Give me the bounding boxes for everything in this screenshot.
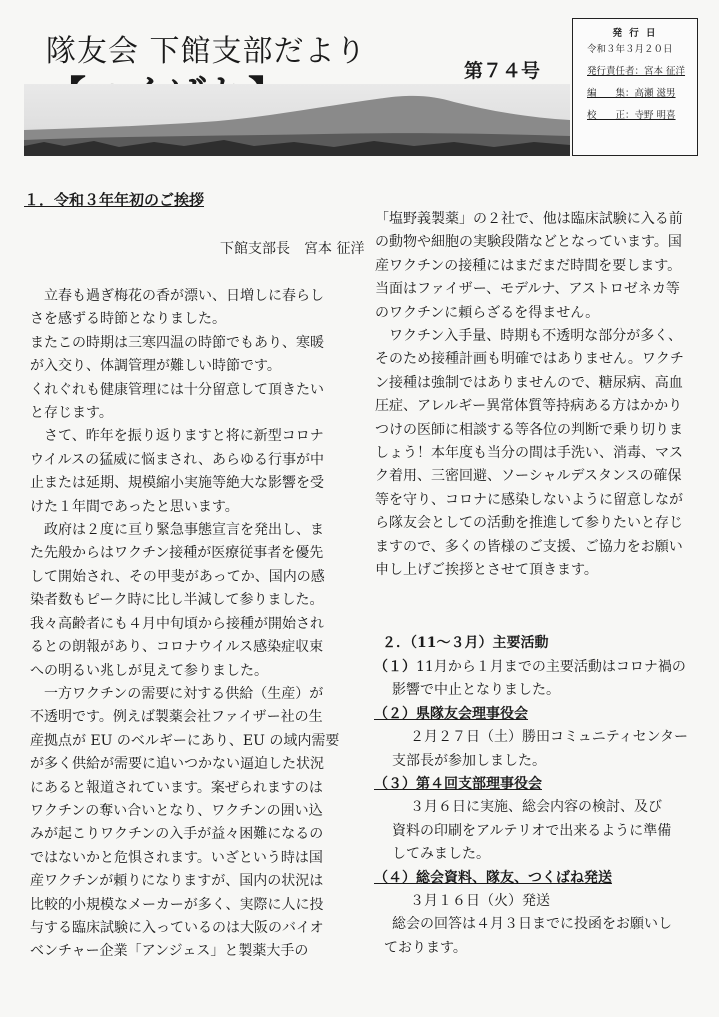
body-line: 産ワクチンが頼りになりますが、国内の状況は — [30, 873, 324, 890]
section1-heading: １．令和３年年初のご挨拶 — [24, 191, 205, 209]
activity1-body: 影響で中止となりました。 — [392, 682, 560, 699]
activity2-title: （２）県隊友会理事役会 — [374, 705, 528, 722]
body-line: の動物や細胞の実験段階などとなっています。国 — [375, 234, 682, 251]
issue-date: 令和３年３月２０日 — [587, 44, 673, 55]
body-line: のワクチンに頼らざるを得ません。 — [375, 304, 600, 321]
body-line: 比較的小規模なメーカーが多く、実際に人に投 — [30, 896, 324, 913]
body-line: ますので、多くの皆様のご支援、ご協力をお願い — [375, 538, 683, 555]
body-line: 等を守り、コロナに感染しないように留意しなが — [375, 491, 683, 508]
activity3-body-1: ３月６日に実施、総会内容の検討、及び — [410, 799, 662, 816]
body-line: 産拠点が EU のベルギーにあり、EU の域内需要 — [30, 732, 340, 749]
activity2-body-2: 支部長が参加しました。 — [392, 752, 546, 769]
newsletter-title: 隊友会 下館支部だより — [46, 34, 367, 69]
editor: 編 集：高瀬 滋男 — [587, 88, 676, 99]
activity1-title: （１） — [374, 659, 416, 675]
masthead-info-box — [572, 18, 698, 156]
section1-body-right — [375, 208, 705, 583]
body-line: 産ワクチンの接種にはまだまだ時間を要します。 — [375, 257, 682, 274]
body-line: ン接種は強制ではありませんので、糖尿病、高血 — [375, 374, 683, 391]
body-line: 圧症、アレルギー異常体質等持病ある方はかかり — [375, 398, 683, 415]
proofreader: 校 正：寺野 明喜 — [587, 110, 676, 121]
body-line: への明るい兆しが見えて参りました。 — [30, 662, 268, 679]
body-line: が入交り、体調管理が難しい時節です。 — [30, 358, 281, 375]
body-line: しょう！本年度も当分の間は手洗い、消毒、マス — [375, 445, 683, 462]
body-line: るとの朗報があり、コロナウイルス感染症収束 — [30, 639, 324, 656]
activity3-body-3: してみました。 — [392, 846, 490, 863]
section2-heading: ２．（11～３月）主要活動 — [382, 635, 549, 651]
issue-number: 第７４号 — [464, 60, 541, 82]
activity3-title: （３）第４回支部理事役会 — [374, 776, 542, 793]
section1-body-left — [30, 285, 360, 964]
activity1-title-rest: 11月から１月までの主要活動はコロナ禍の — [416, 659, 686, 675]
body-line: さて、昨年を振り返りますと将に新型コロナ — [30, 428, 324, 445]
body-line: またこの時期は三寒四温の時節でもあり、寒暖 — [30, 334, 324, 351]
body-line: 政府は２度に亘り緊急事態宣言を発出し、ま — [30, 522, 324, 539]
body-line: 立春も過ぎ梅花の香が漂い、日増しに春らし — [30, 288, 324, 304]
activity4-body-2: 総会の回答は４月３日までに投函をお願いし — [392, 916, 672, 933]
body-line: た先般からはワクチン接種が医療従事者を優先 — [30, 545, 324, 562]
body-line: くれぐれも健康管理には十分留意して頂きたい — [30, 381, 324, 398]
activity2-body-1: ２月２７日（土）勝田コミュニティセンター — [410, 729, 689, 746]
body-line: ら隊友会としての活動を推進して参りたいと存じ — [375, 515, 683, 532]
body-line: 「塩野義製薬」の２社で、他は臨床試験に入る前 — [375, 211, 683, 227]
body-line: 与する臨床試験に入っているのは大阪のバイオ — [30, 919, 324, 936]
body-line: ク着用、三密回避、ソーシャルデスタンスの確保 — [375, 468, 682, 485]
activity4-title: （４）総会資料、隊友、つくばね発送 — [374, 869, 612, 886]
section2-activities — [374, 656, 704, 960]
body-line: ワクチンの奪い合いとなり、ワクチンの囲い込 — [30, 802, 323, 819]
body-line: 染者数もピーク時に比し半減して参りました。 — [30, 592, 324, 609]
body-line: 一方ワクチンの需要に対する供給（生産）が — [30, 685, 324, 702]
issue-date-title: 発 行 日 — [612, 28, 658, 39]
body-line: 申し上げご挨拶とさせて頂きます。 — [375, 562, 598, 579]
body-line: が多く供給が需要に追いつかない逼迫した状況 — [30, 756, 324, 773]
activity4-body-3: ております。 — [384, 939, 467, 956]
activity3-body-2: 資料の印刷をアルテリオで出来るように準備 — [392, 822, 672, 839]
body-line: みが起こりワクチンの入手が益々困難になるの — [30, 826, 324, 843]
body-line: つけの医師に相談する等各位の判断で乗り切りま — [375, 421, 683, 438]
section1-author: 下館支部長 宮本 征洋 — [220, 241, 365, 257]
body-line: ワクチン入手量、時期も不透明な部分が多く、 — [375, 328, 683, 345]
body-line: と存じます。 — [30, 405, 113, 422]
body-line: 止または延期、規模縮小実施等絶大な影響を受 — [30, 475, 324, 492]
publisher: 発行責任者：宮本 征洋 — [587, 66, 686, 77]
body-line: 不透明です。例えば製薬会社ファイザー社の生 — [30, 709, 323, 726]
body-line: ウイルスの猛威に悩まされ、あらゆる行事が中 — [30, 451, 324, 468]
body-line: 我々高齢者にも４月中旬頃から接種が開始され — [30, 615, 324, 632]
body-line: さを感ずる時節となりました。 — [30, 311, 226, 328]
body-line: ではないかと危惧されます。いざという時は国 — [30, 849, 323, 866]
body-line: して開始され、その甲斐があってか、国内の感 — [30, 568, 325, 585]
body-line: にあると報道されています。案ぜられますのは — [30, 779, 323, 796]
activity4-body-1: ３月１６日（火）発送 — [410, 893, 550, 910]
body-line: ベンチャー企業「アンジェス」と製薬大手の — [30, 943, 309, 960]
mount-tsukuba-photo — [24, 84, 570, 156]
body-line: そのため接種計画も明確ではありません。ワクチ — [375, 351, 684, 368]
body-line: 当面はファイザー、モデルナ、アストロゼネカ等 — [375, 281, 680, 298]
body-line: けた１年間であったと思います。 — [30, 498, 239, 515]
